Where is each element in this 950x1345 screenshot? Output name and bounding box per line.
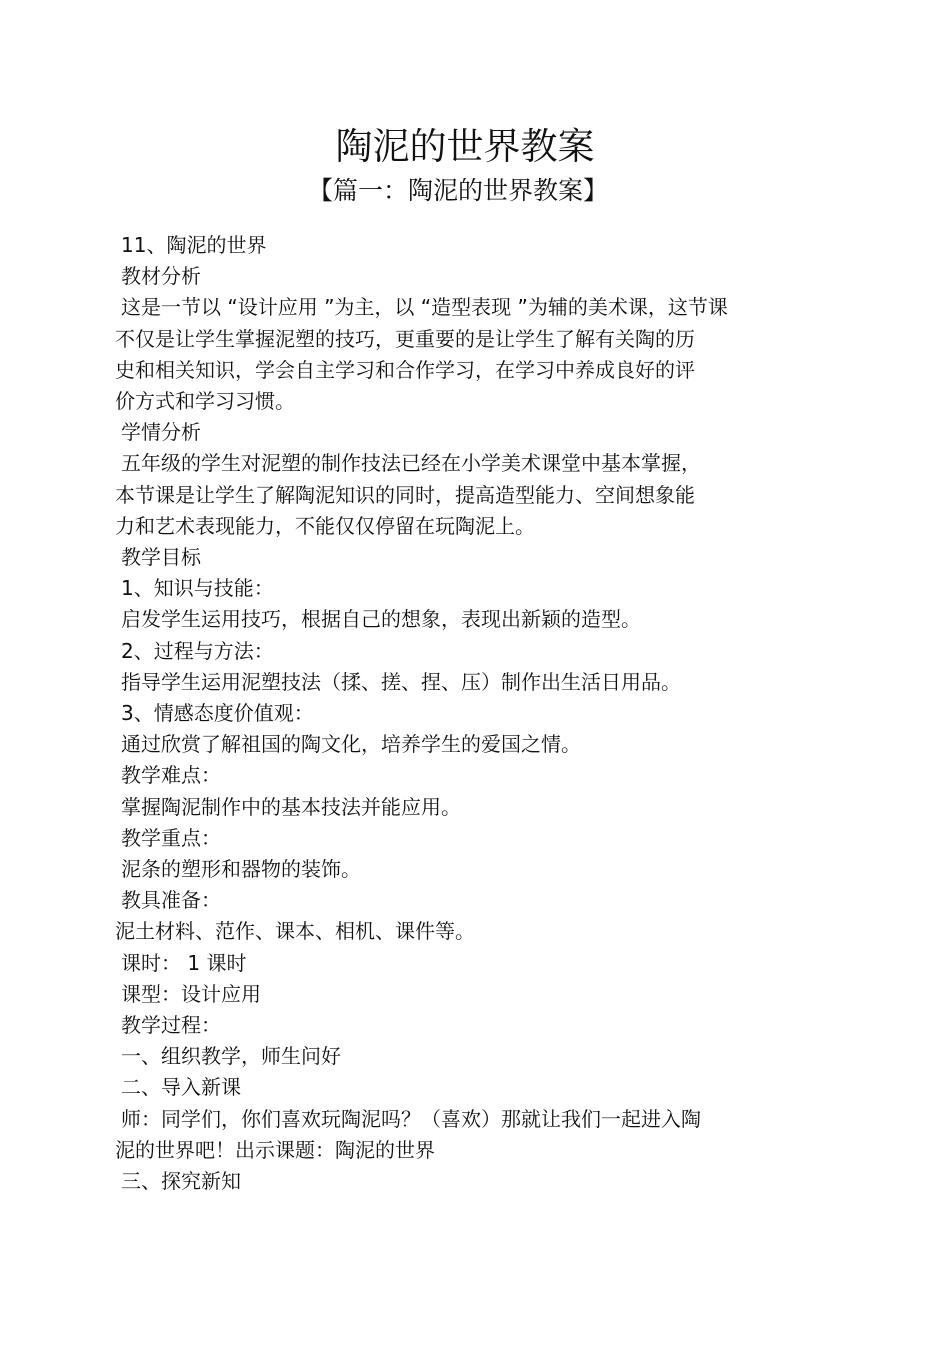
- paragraph-line: 指导学生运用泥塑技法（揉、搓、捏、压）制作出生活日用品。: [121, 669, 681, 694]
- section-heading-teaching-goals: 教学目标: [121, 545, 201, 570]
- process-step: 三、探究新知: [121, 1169, 241, 1194]
- paragraph-line: 通过欣赏了解祖国的陶文化，培养学生的爱国之情。: [121, 732, 581, 757]
- paragraph-line: 师：同学们，你们喜欢玩陶泥吗？（喜欢）那就让我们一起进入陶: [121, 1106, 701, 1131]
- goal-heading: 3、情感态度价值观：: [121, 701, 314, 726]
- goal-heading: 1、知识与技能：: [121, 576, 274, 601]
- paragraph-line: 不仅是让学生掌握泥塑的技巧，更重要的是让学生了解有关陶的历: [115, 326, 695, 351]
- paragraph-line: 价方式和学习习惯。: [115, 389, 295, 414]
- paragraph-line: 这是一节以 “设计应用 ”为主，以 “造型表现 ”为辅的美术课，这节课: [121, 295, 728, 320]
- paragraph-line: 本节课是让学生了解陶泥知识的同时，提高造型能力、空间想象能: [115, 482, 695, 507]
- goal-heading: 2、过程与方法：: [121, 638, 274, 663]
- paragraph-line: 力和艺术表现能力，不能仅仅停留在玩陶泥上。: [115, 513, 535, 538]
- lesson-heading: 11、陶泥的世界: [121, 233, 267, 257]
- lesson-type: 课型：设计应用: [121, 981, 261, 1006]
- section-heading-focus: 教学重点：: [121, 825, 221, 850]
- paragraph-line: 泥的世界吧！出示课题：陶泥的世界: [115, 1137, 435, 1162]
- process-step: 二、导入新课: [121, 1075, 241, 1100]
- document-subtitle: 【篇一：陶泥的世界教案】: [307, 176, 608, 205]
- section-heading-student-analysis: 学情分析: [121, 420, 201, 445]
- document-title: 陶泥的世界教案: [335, 125, 595, 168]
- section-heading-difficulty: 教学难点：: [121, 763, 221, 788]
- class-hours: 课时： 1 课时: [121, 950, 247, 975]
- paragraph-line: 启发学生运用技巧，根据自己的想象，表现出新颖的造型。: [121, 607, 641, 632]
- document-body: [115, 230, 765, 1197]
- section-heading-process: 教学过程：: [121, 1013, 221, 1038]
- paragraph-line: 掌握陶泥制作中的基本技法并能应用。: [121, 794, 461, 819]
- paragraph-line: 泥条的塑形和器物的装饰。: [121, 857, 361, 882]
- section-heading-materials: 教具准备：: [121, 888, 221, 913]
- paragraph-line: 泥土材料、范作、课本、相机、课件等。: [115, 919, 475, 944]
- section-heading-material-analysis: 教材分析: [121, 264, 201, 289]
- paragraph-line: 五年级的学生对泥塑的制作技法已经在小学美术课堂中基本掌握，: [121, 451, 701, 476]
- process-step: 一、组织教学，师生问好: [121, 1044, 341, 1069]
- paragraph-line: 史和相关知识，学会自主学习和合作学习，在学习中养成良好的评: [115, 357, 695, 382]
